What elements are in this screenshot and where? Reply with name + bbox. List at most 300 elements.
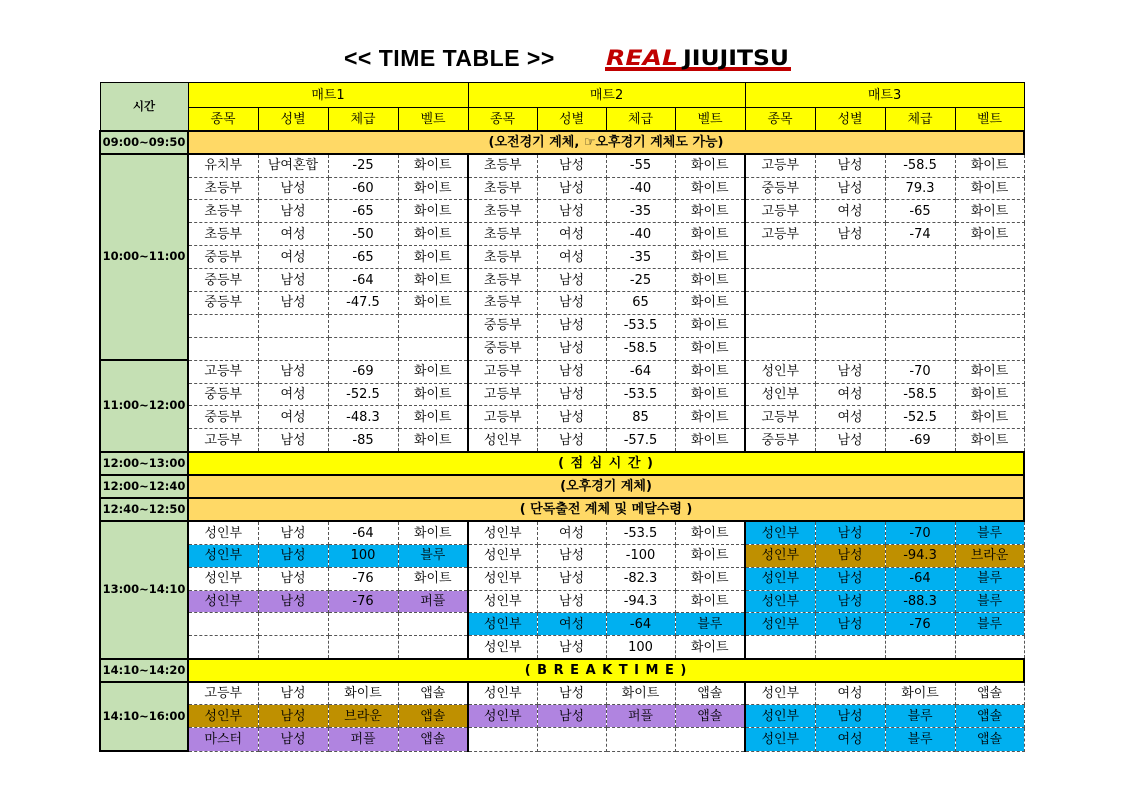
gender-cell: 남성 xyxy=(258,590,328,613)
weight-cell: 화이트 xyxy=(606,682,675,705)
table-row xyxy=(100,154,1024,177)
weight-cell: 화이트 xyxy=(885,682,955,705)
gender-cell: 남성 xyxy=(537,636,606,659)
weight-cell: -50 xyxy=(328,223,398,246)
belt-cell: 블루 xyxy=(398,544,468,567)
belt-cell: 앱솔 xyxy=(955,682,1024,705)
belt-cell: 화이트 xyxy=(955,383,1024,406)
mat-header-1: 매트1 xyxy=(188,83,468,108)
mat-header-2: 매트2 xyxy=(468,83,745,108)
gender-cell: 남성 xyxy=(258,705,328,728)
gender-cell: 남성 xyxy=(258,429,328,452)
weight-cell: -25 xyxy=(328,154,398,177)
column-header-3-4: 벨트 xyxy=(955,108,1024,131)
belt-cell: 화이트 xyxy=(675,223,745,246)
belt-cell: 화이트 xyxy=(398,223,468,246)
category-cell: 고등부 xyxy=(745,406,815,429)
category-cell: 중등부 xyxy=(468,337,537,360)
category-cell: 초등부 xyxy=(468,246,537,269)
belt-cell: 블루 xyxy=(675,613,745,636)
gender-cell: 남성 xyxy=(537,429,606,452)
weight-cell: 65 xyxy=(606,292,675,315)
category-cell: 성인부 xyxy=(745,383,815,406)
column-header-1-2: 성별 xyxy=(258,108,328,131)
category-cell: 성인부 xyxy=(188,705,258,728)
belt-cell: 화이트 xyxy=(675,544,745,567)
category-cell: 중등부 xyxy=(188,246,258,269)
gender-cell: 남성 xyxy=(815,590,885,613)
category-cell: 성인부 xyxy=(468,682,537,705)
weight-cell: -40 xyxy=(606,177,675,200)
gender-cell xyxy=(258,613,328,636)
belt-cell: 화이트 xyxy=(955,177,1024,200)
weight-cell: -57.5 xyxy=(606,429,675,452)
banner-row xyxy=(100,659,1024,682)
weight-cell xyxy=(606,728,675,751)
header-row-columns xyxy=(100,108,1024,131)
category-cell: 초등부 xyxy=(468,269,537,292)
category-cell: 성인부 xyxy=(468,521,537,544)
category-cell: 고등부 xyxy=(745,154,815,177)
category-cell: 초등부 xyxy=(468,200,537,223)
gender-cell: 남성 xyxy=(537,383,606,406)
belt-cell: 화이트 xyxy=(675,521,745,544)
belt-cell: 화이트 xyxy=(398,177,468,200)
category-cell: 초등부 xyxy=(188,223,258,246)
weight-cell: 화이트 xyxy=(328,682,398,705)
weight-cell: 브라운 xyxy=(328,705,398,728)
category-cell: 중등부 xyxy=(468,314,537,337)
gender-cell: 남성 xyxy=(537,682,606,705)
column-header-3-3: 체급 xyxy=(885,108,955,131)
category-cell: 성인부 xyxy=(745,567,815,590)
belt-cell: 화이트 xyxy=(675,269,745,292)
category-cell: 중등부 xyxy=(745,429,815,452)
gender-cell: 남성 xyxy=(258,544,328,567)
belt-cell xyxy=(398,314,468,337)
logo-part-real: REAL xyxy=(606,46,678,70)
time-slot: 13:00~14:10 xyxy=(100,521,188,658)
belt-cell: 화이트 xyxy=(955,154,1024,177)
weight-cell: 100 xyxy=(606,636,675,659)
gender-cell: 남성 xyxy=(258,269,328,292)
belt-cell: 화이트 xyxy=(675,337,745,360)
gender-cell: 남성 xyxy=(258,360,328,383)
column-header-3-1: 종목 xyxy=(745,108,815,131)
time-header: 시간 xyxy=(100,83,188,131)
weight-cell xyxy=(885,314,955,337)
weight-cell: -35 xyxy=(606,246,675,269)
table-row xyxy=(100,177,1024,200)
table-row xyxy=(100,246,1024,269)
gender-cell: 여성 xyxy=(258,223,328,246)
belt-cell: 화이트 xyxy=(675,200,745,223)
category-cell: 초등부 xyxy=(468,177,537,200)
table-row xyxy=(100,705,1024,728)
weight-cell xyxy=(328,636,398,659)
time-slot: 12:00~12:40 xyxy=(100,475,188,498)
gender-cell: 여성 xyxy=(258,406,328,429)
weight-cell: 퍼플 xyxy=(606,705,675,728)
weight-cell: -25 xyxy=(606,269,675,292)
weight-cell: -94.3 xyxy=(606,590,675,613)
gender-cell xyxy=(258,314,328,337)
weight-cell: -74 xyxy=(885,223,955,246)
belt-cell: 화이트 xyxy=(675,383,745,406)
belt-cell xyxy=(398,636,468,659)
weight-cell: 85 xyxy=(606,406,675,429)
belt-cell xyxy=(955,269,1024,292)
belt-cell: 화이트 xyxy=(398,200,468,223)
table-row xyxy=(100,521,1024,544)
belt-cell: 화이트 xyxy=(955,200,1024,223)
category-cell: 고등부 xyxy=(745,200,815,223)
belt-cell: 화이트 xyxy=(398,567,468,590)
belt-cell: 화이트 xyxy=(675,314,745,337)
timetable xyxy=(99,82,1025,752)
belt-cell: 화이트 xyxy=(675,292,745,315)
gender-cell: 남성 xyxy=(537,590,606,613)
category-cell: 성인부 xyxy=(468,567,537,590)
category-cell: 성인부 xyxy=(468,429,537,452)
belt-cell: 블루 xyxy=(955,521,1024,544)
gender-cell xyxy=(258,337,328,360)
gender-cell: 여성 xyxy=(815,682,885,705)
banner-text: (오후경기 계체) xyxy=(188,475,1024,498)
category-cell xyxy=(745,246,815,269)
column-header-1-3: 체급 xyxy=(328,108,398,131)
gender-cell xyxy=(537,728,606,751)
gender-cell: 남성 xyxy=(537,154,606,177)
column-header-2-1: 종목 xyxy=(468,108,537,131)
weight-cell: -64 xyxy=(885,567,955,590)
weight-cell xyxy=(885,269,955,292)
gender-cell: 여성 xyxy=(815,728,885,751)
category-cell: 초등부 xyxy=(468,292,537,315)
gender-cell xyxy=(815,314,885,337)
category-cell: 초등부 xyxy=(468,154,537,177)
category-cell: 고등부 xyxy=(745,223,815,246)
gender-cell: 남성 xyxy=(258,682,328,705)
belt-cell xyxy=(955,636,1024,659)
belt-cell: 화이트 xyxy=(398,360,468,383)
belt-cell xyxy=(675,728,745,751)
gender-cell: 여성 xyxy=(815,406,885,429)
mat-header-3: 매트3 xyxy=(745,83,1024,108)
weight-cell: -94.3 xyxy=(885,544,955,567)
time-slot: 11:00~12:00 xyxy=(100,360,188,452)
header-row-mats xyxy=(100,83,1024,108)
category-cell: 초등부 xyxy=(468,223,537,246)
logo-part-jiujitsu: JIUJITSU xyxy=(680,46,789,70)
category-cell xyxy=(745,292,815,315)
column-header-1-4: 벨트 xyxy=(398,108,468,131)
gender-cell xyxy=(815,269,885,292)
category-cell: 고등부 xyxy=(188,682,258,705)
weight-cell: -52.5 xyxy=(328,383,398,406)
time-slot: 12:00~13:00 xyxy=(100,452,188,475)
table-row xyxy=(100,682,1024,705)
gender-cell xyxy=(815,636,885,659)
gender-cell: 남성 xyxy=(815,567,885,590)
category-cell: 중등부 xyxy=(188,292,258,315)
belt-cell: 브라운 xyxy=(955,544,1024,567)
belt-cell xyxy=(398,613,468,636)
page-title: << TIME TABLE >> xyxy=(344,45,555,71)
weight-cell: -64 xyxy=(606,360,675,383)
category-cell: 성인부 xyxy=(188,590,258,613)
weight-cell: -53.5 xyxy=(606,383,675,406)
weight-cell xyxy=(885,246,955,269)
weight-cell: -60 xyxy=(328,177,398,200)
category-cell: 초등부 xyxy=(188,177,258,200)
gender-cell: 남성 xyxy=(537,337,606,360)
belt-cell: 퍼플 xyxy=(398,590,468,613)
belt-cell: 화이트 xyxy=(398,429,468,452)
category-cell: 성인부 xyxy=(745,590,815,613)
category-cell: 고등부 xyxy=(188,360,258,383)
weight-cell: -65 xyxy=(328,200,398,223)
weight-cell xyxy=(328,314,398,337)
column-header-3-2: 성별 xyxy=(815,108,885,131)
title-area xyxy=(0,36,1123,80)
belt-cell: 앱솔 xyxy=(955,705,1024,728)
belt-cell: 블루 xyxy=(955,590,1024,613)
time-slot: 14:10~16:00 xyxy=(100,682,188,751)
category-cell: 중등부 xyxy=(188,269,258,292)
weight-cell: -40 xyxy=(606,223,675,246)
gender-cell: 남성 xyxy=(258,521,328,544)
belt-cell: 화이트 xyxy=(675,406,745,429)
weight-cell: -76 xyxy=(328,590,398,613)
category-cell: 마스터 xyxy=(188,728,258,751)
column-header-2-4: 벨트 xyxy=(675,108,745,131)
weight-cell: -64 xyxy=(328,269,398,292)
table-row xyxy=(100,636,1024,659)
gender-cell: 남성 xyxy=(258,200,328,223)
belt-cell: 화이트 xyxy=(955,406,1024,429)
gender-cell: 남성 xyxy=(537,269,606,292)
table-row xyxy=(100,429,1024,452)
category-cell: 고등부 xyxy=(468,360,537,383)
weight-cell: 퍼플 xyxy=(328,728,398,751)
table-row xyxy=(100,406,1024,429)
gender-cell: 남성 xyxy=(815,544,885,567)
gender-cell: 남성 xyxy=(815,360,885,383)
belt-cell: 화이트 xyxy=(398,406,468,429)
belt-cell: 앱솔 xyxy=(675,705,745,728)
table-row xyxy=(100,383,1024,406)
belt-cell: 화이트 xyxy=(955,360,1024,383)
table-row xyxy=(100,337,1024,360)
weight-cell: -58.5 xyxy=(885,383,955,406)
gender-cell: 여성 xyxy=(815,200,885,223)
category-cell: 성인부 xyxy=(188,567,258,590)
weight-cell: -48.3 xyxy=(328,406,398,429)
belt-cell: 화이트 xyxy=(675,429,745,452)
gender-cell: 남성 xyxy=(815,429,885,452)
category-cell: 고등부 xyxy=(468,406,537,429)
banner-row xyxy=(100,131,1024,154)
gender-cell: 남성 xyxy=(537,544,606,567)
category-cell: 성인부 xyxy=(745,360,815,383)
weight-cell: -76 xyxy=(885,613,955,636)
category-cell xyxy=(188,314,258,337)
category-cell: 고등부 xyxy=(468,383,537,406)
belt-cell: 앱솔 xyxy=(398,682,468,705)
belt-cell: 화이트 xyxy=(675,590,745,613)
category-cell: 중등부 xyxy=(188,406,258,429)
category-cell xyxy=(745,337,815,360)
belt-cell: 화이트 xyxy=(955,429,1024,452)
time-slot: 09:00~09:50 xyxy=(100,131,188,154)
table-row xyxy=(100,360,1024,383)
category-cell: 유치부 xyxy=(188,154,258,177)
gender-cell: 여성 xyxy=(815,383,885,406)
gender-cell: 남성 xyxy=(258,292,328,315)
belt-cell: 앱솔 xyxy=(398,705,468,728)
gender-cell: 여성 xyxy=(537,246,606,269)
gender-cell xyxy=(815,337,885,360)
gender-cell: 남성 xyxy=(258,567,328,590)
belt-cell: 화이트 xyxy=(955,223,1024,246)
weight-cell: -53.5 xyxy=(606,314,675,337)
gender-cell: 여성 xyxy=(537,521,606,544)
gender-cell: 남성 xyxy=(537,705,606,728)
time-slot: 12:40~12:50 xyxy=(100,498,188,521)
category-cell: 중등부 xyxy=(745,177,815,200)
banner-row xyxy=(100,452,1024,475)
belt-cell xyxy=(398,337,468,360)
category-cell: 초등부 xyxy=(188,200,258,223)
weight-cell: -47.5 xyxy=(328,292,398,315)
belt-cell: 화이트 xyxy=(675,567,745,590)
table-row xyxy=(100,613,1024,636)
category-cell: 성인부 xyxy=(745,705,815,728)
weight-cell: -70 xyxy=(885,521,955,544)
category-cell: 중등부 xyxy=(188,383,258,406)
weight-cell: 100 xyxy=(328,544,398,567)
weight-cell: -58.5 xyxy=(606,337,675,360)
banner-text: ( 점 심 시 간 ) xyxy=(188,452,1024,475)
weight-cell: -55 xyxy=(606,154,675,177)
time-slot: 10:00~11:00 xyxy=(100,154,188,360)
gender-cell: 남성 xyxy=(258,728,328,751)
table-row xyxy=(100,200,1024,223)
column-header-2-3: 체급 xyxy=(606,108,675,131)
weight-cell xyxy=(885,292,955,315)
table-row xyxy=(100,314,1024,337)
category-cell xyxy=(745,269,815,292)
belt-cell xyxy=(955,292,1024,315)
weight-cell: -58.5 xyxy=(885,154,955,177)
table-row xyxy=(100,567,1024,590)
belt-cell: 앱솔 xyxy=(675,682,745,705)
gender-cell: 남성 xyxy=(537,360,606,383)
category-cell xyxy=(745,636,815,659)
belt-cell: 화이트 xyxy=(675,360,745,383)
weight-cell xyxy=(885,337,955,360)
banner-text: ( 단독출전 계체 및 메달수령 ) xyxy=(188,498,1024,521)
belt-cell: 블루 xyxy=(955,567,1024,590)
category-cell: 성인부 xyxy=(188,521,258,544)
banner-text: ( B R E A K T I M E ) xyxy=(188,659,1024,682)
belt-cell: 화이트 xyxy=(398,154,468,177)
category-cell xyxy=(468,728,537,751)
weight-cell: -88.3 xyxy=(885,590,955,613)
weight-cell: -35 xyxy=(606,200,675,223)
weight-cell: 블루 xyxy=(885,728,955,751)
category-cell: 성인부 xyxy=(188,544,258,567)
column-header-2-2: 성별 xyxy=(537,108,606,131)
gender-cell: 남성 xyxy=(815,705,885,728)
weight-cell xyxy=(885,636,955,659)
weight-cell xyxy=(328,337,398,360)
gender-cell: 남성 xyxy=(537,177,606,200)
gender-cell: 여성 xyxy=(537,223,606,246)
gender-cell: 남성 xyxy=(537,314,606,337)
weight-cell: -76 xyxy=(328,567,398,590)
gender-cell: 남성 xyxy=(537,200,606,223)
belt-cell: 앱솔 xyxy=(398,728,468,751)
column-header-1-1: 종목 xyxy=(188,108,258,131)
belt-cell: 화이트 xyxy=(398,269,468,292)
weight-cell: -52.5 xyxy=(885,406,955,429)
belt-cell: 화이트 xyxy=(675,246,745,269)
table-row xyxy=(100,728,1024,751)
weight-cell: -70 xyxy=(885,360,955,383)
weight-cell: 블루 xyxy=(885,705,955,728)
category-cell: 성인부 xyxy=(745,521,815,544)
category-cell: 성인부 xyxy=(745,682,815,705)
gender-cell xyxy=(258,636,328,659)
gender-cell: 남성 xyxy=(537,406,606,429)
gender-cell: 남성 xyxy=(815,223,885,246)
weight-cell: -65 xyxy=(328,246,398,269)
gender-cell: 여성 xyxy=(258,383,328,406)
table-row xyxy=(100,544,1024,567)
table-row xyxy=(100,223,1024,246)
category-cell xyxy=(188,337,258,360)
category-cell: 성인부 xyxy=(745,728,815,751)
gender-cell: 여성 xyxy=(537,613,606,636)
weight-cell: -85 xyxy=(328,429,398,452)
belt-cell: 화이트 xyxy=(675,636,745,659)
belt-cell: 화이트 xyxy=(398,246,468,269)
real-jiujitsu-logo xyxy=(605,45,791,71)
weight-cell xyxy=(328,613,398,636)
weight-cell: -64 xyxy=(328,521,398,544)
belt-cell: 화이트 xyxy=(675,154,745,177)
banner-row xyxy=(100,498,1024,521)
weight-cell: -65 xyxy=(885,200,955,223)
banner-text: (오전경기 계체, ☞오후경기 계체도 가능) xyxy=(188,131,1024,154)
banner-row xyxy=(100,475,1024,498)
belt-cell xyxy=(955,246,1024,269)
category-cell: 성인부 xyxy=(468,613,537,636)
gender-cell: 남성 xyxy=(537,292,606,315)
category-cell xyxy=(745,314,815,337)
category-cell: 성인부 xyxy=(745,613,815,636)
gender-cell xyxy=(815,292,885,315)
gender-cell: 남성 xyxy=(815,154,885,177)
gender-cell: 여성 xyxy=(258,246,328,269)
belt-cell xyxy=(955,314,1024,337)
gender-cell xyxy=(815,246,885,269)
category-cell: 성인부 xyxy=(468,705,537,728)
category-cell xyxy=(188,613,258,636)
weight-cell: -82.3 xyxy=(606,567,675,590)
